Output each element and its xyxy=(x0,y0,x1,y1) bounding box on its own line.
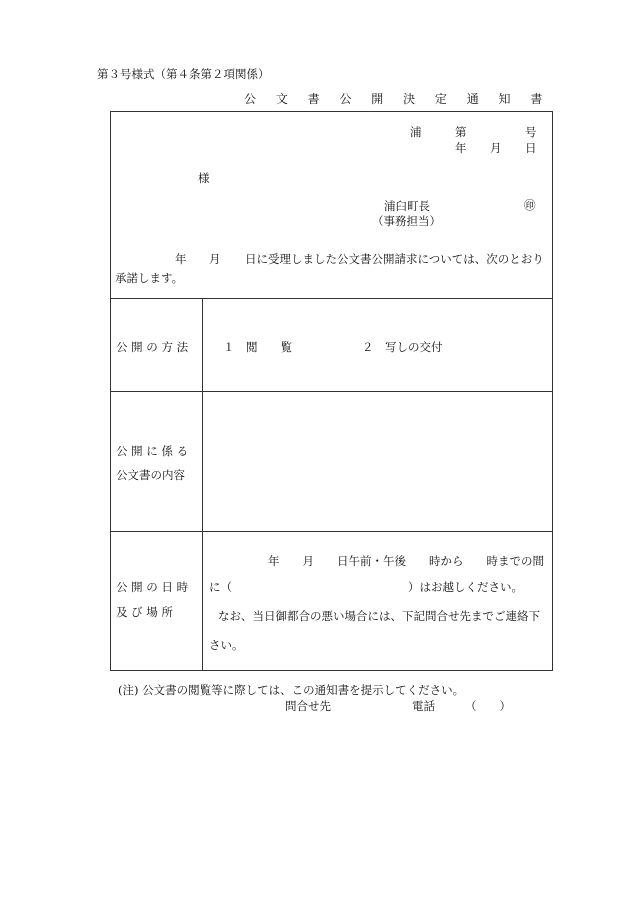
content-label-line1: 公 開 に 係 る xyxy=(116,444,189,458)
body-text-line1: 日に受理しました公文書公開請求については、次のとおり xyxy=(245,252,544,266)
reference-go: 号 xyxy=(525,125,537,139)
datetime-line3: なお、当日御都合の悪い場合には、下記問合せ先までご連絡下 xyxy=(218,609,540,623)
method-option-view: １ 閲 覧 xyxy=(223,340,292,354)
datetime-line4: さい。 xyxy=(209,638,244,652)
method-label: 公 開 の 方 法 xyxy=(116,340,189,354)
reference-dai: 第 xyxy=(455,125,467,139)
department-note: （事務担当） xyxy=(372,214,441,228)
method-option-copy: ２ 写しの交付 xyxy=(362,340,443,354)
datetime-label-line1: 公 開 の 日 時 xyxy=(116,580,189,594)
table-column-divider xyxy=(202,298,203,671)
date-year: 年 xyxy=(455,141,467,155)
body-text-line2: 承諾します。 xyxy=(115,271,184,285)
seal-mark: ㊞ xyxy=(524,198,536,212)
phone-parens: （ ） xyxy=(465,699,511,713)
content-label-line2: 公文書の内容 xyxy=(116,468,185,482)
form-number: 第３号様式（第４条第２項関係） xyxy=(97,67,270,81)
footer-note: (注) 公文書の閲覧等に際しては、この通知書を提示してください。 xyxy=(118,683,465,697)
document-title: 公 文 書 公 開 決 定 通 知 書 xyxy=(244,92,551,106)
datetime-label-line2: 及 び 場 所 xyxy=(116,605,173,619)
contact-label: 問合せ先 xyxy=(285,699,331,713)
reference-ura: 浦 xyxy=(410,125,422,139)
datetime-line2-suffix: ）はお越しください。 xyxy=(408,580,523,594)
table-divider-1 xyxy=(110,298,553,299)
date-day: 日 xyxy=(525,141,537,155)
datetime-line2-prefix: に（ xyxy=(209,580,232,594)
body-month: 月 xyxy=(209,252,221,266)
content-field[interactable] xyxy=(204,393,551,529)
issuer-name: 浦臼町長 xyxy=(384,199,430,213)
phone-label: 電話 xyxy=(412,699,435,713)
table-divider-3 xyxy=(110,531,553,532)
date-month: 月 xyxy=(490,141,502,155)
body-year: 年 xyxy=(175,252,187,266)
recipient-sama: 様 xyxy=(198,171,210,185)
datetime-line1: 年 月 日午前・午後 時から 時までの間 xyxy=(268,554,544,568)
table-divider-2 xyxy=(110,391,553,392)
